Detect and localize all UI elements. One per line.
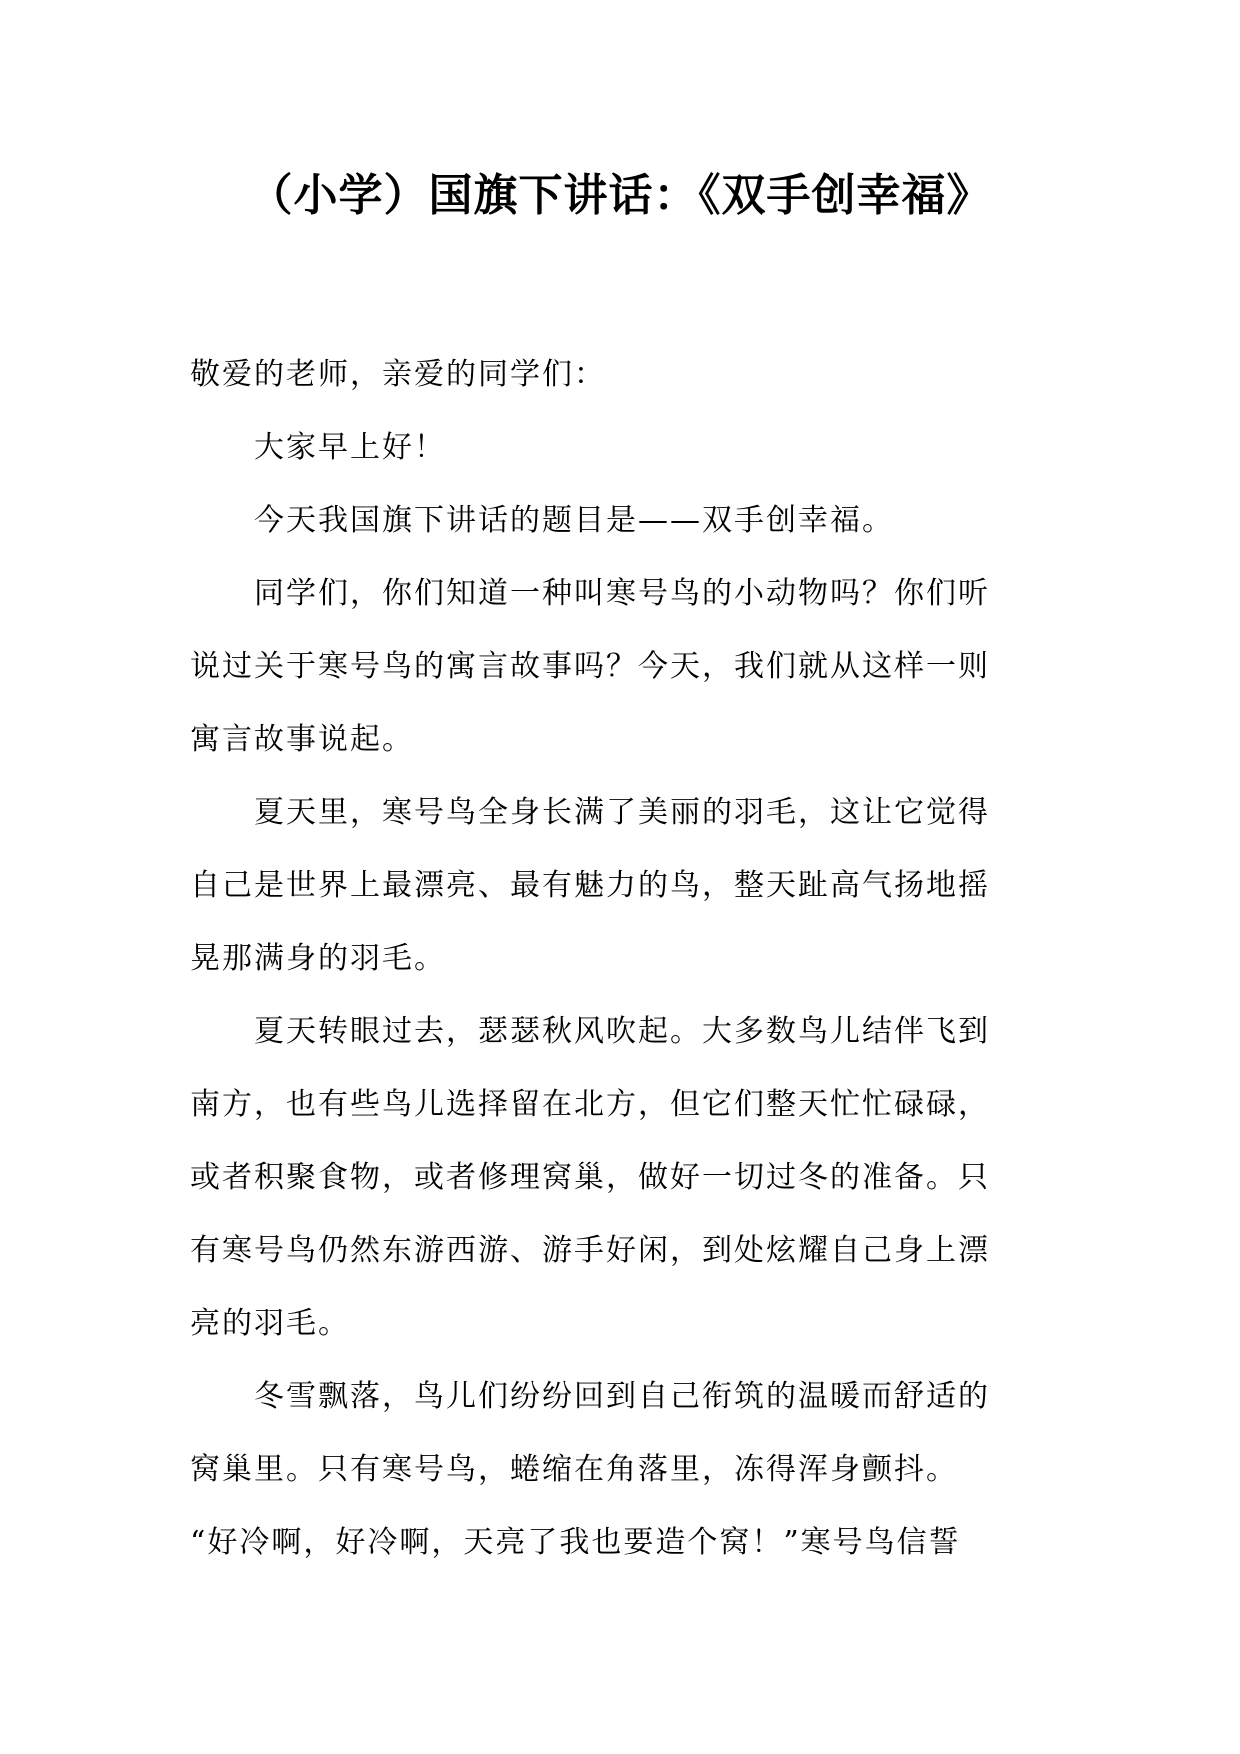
text-line: 同学们，你们知道一种叫寒号鸟的小动物吗？你们听: [254, 576, 990, 611]
text-line: 窝巢里。只有寒号鸟，蜷缩在角落里，冻得浑身颤抖。: [190, 1452, 958, 1487]
text-line: 自己是世界上最漂亮、最有魅力的鸟，整天趾高气扬地摇: [190, 868, 990, 903]
text-line: 南方，也有些鸟儿选择留在北方，但它们整天忙忙碌碌，: [190, 1087, 990, 1122]
text-line: 晃那满身的羽毛。: [190, 941, 446, 976]
text-line: 今天我国旗下讲话的题目是——双手创幸福。: [254, 503, 894, 538]
text-line: 大家早上好！: [254, 430, 446, 465]
text-line: 敬爱的老师，亲爱的同学们：: [190, 357, 606, 392]
text-line: 或者积聚食物，或者修理窝巢，做好一切过冬的准备。只: [190, 1160, 990, 1195]
text-line: 夏天里，寒号鸟全身长满了美丽的羽毛，这让它觉得: [254, 795, 990, 830]
text-line: 有寒号鸟仍然东游西游、游手好闲，到处炫耀自己身上漂: [190, 1233, 990, 1268]
text-line: 亮的羽毛。: [190, 1306, 350, 1341]
document-title: （小学）国旗下讲话：《双手创幸福》: [248, 170, 992, 221]
text-line: 寓言故事说起。: [190, 722, 414, 757]
text-line: 说过关于寒号鸟的寓言故事吗？今天，我们就从这样一则: [190, 649, 990, 684]
document-body: [190, 338, 1050, 1579]
text-line: 夏天转眼过去，瑟瑟秋风吹起。大多数鸟儿结伴飞到: [254, 1014, 990, 1049]
text-line: 冬雪飘落，鸟儿们纷纷回到自己衔筑的温暖而舒适的: [254, 1379, 990, 1414]
text-line: “好冷啊，好冷啊，天亮了我也要造个窝！”寒号鸟信誓: [190, 1525, 961, 1560]
